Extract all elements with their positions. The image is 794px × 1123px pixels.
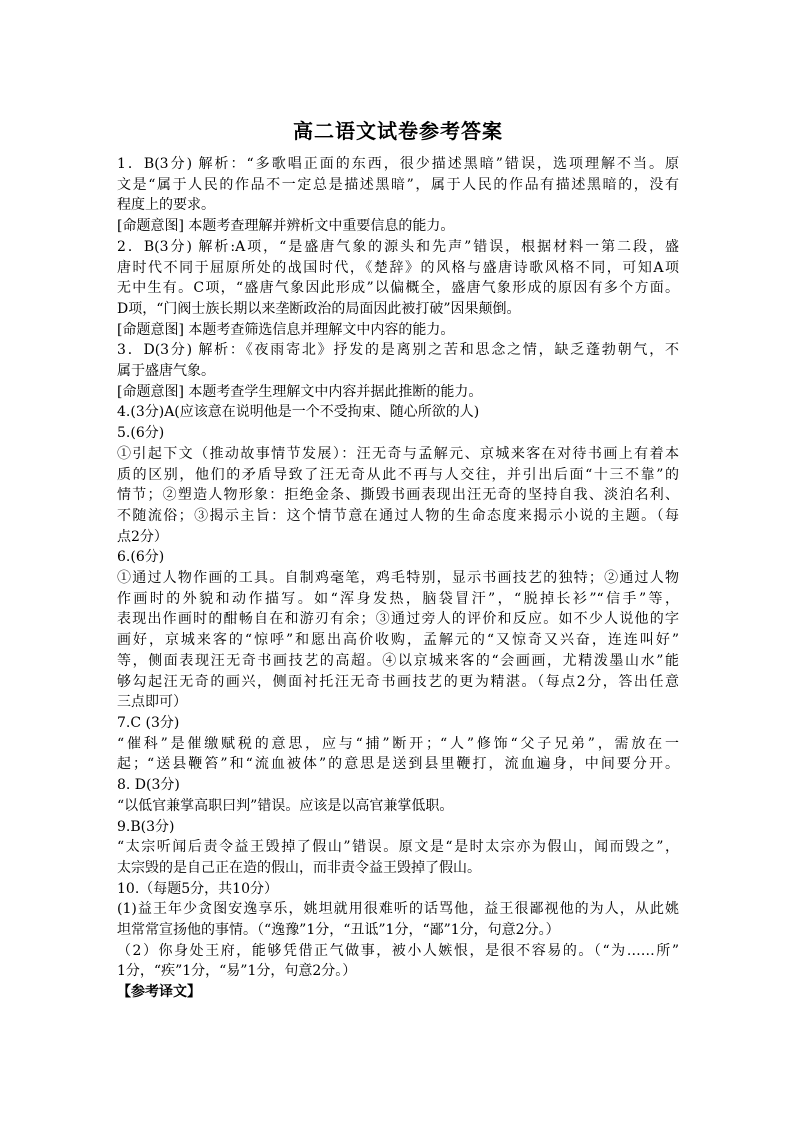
text-line: [命题意图] 本题考查学生理解文中内容并据此推断的能力。 [117, 383, 483, 400]
text-line: “太宗听闻后责令益王毁掉了假山”错误。原文是“是时太宗亦为假山，闻而毁之”， [117, 839, 679, 856]
text-line: 7.C (3分) [117, 714, 180, 731]
text-line: 作画时的外貌和动作描写。如“浑身发热，脑袋冒汗”，“脱掉长衫”“信手”等， [117, 590, 679, 607]
text-line: [命题意图] 本题考查筛选信息并理解文中内容的能力。 [117, 321, 455, 338]
text-line: D项，“门阀士族长期以来垄断政治的局面因此被打破”因果颠倒。 [117, 300, 521, 317]
text-line: 起；“送县鞭笞”和“流血被体”的意思是送到县里鞭打，流血遍身，中间要分开。 [117, 756, 679, 773]
text-line: ①引起下文（推动故事情节发展）：汪无奇与孟解元、京城来客在对待书画上有着本 [117, 445, 679, 462]
text-line: “催科”是催缴赋税的意思，应与“捕”断开；“人”修饰“父子兄弟”，需放在一 [117, 735, 679, 752]
text-line: 9.B(3分) [117, 818, 175, 835]
text-line: 不随流俗；③揭示主旨：这个情节意在通过人物的生命态度来揭示小说的主题。（每 [117, 507, 679, 524]
text-line: 点2分） [117, 528, 168, 545]
text-line: 文是“属于人民的作品不一定总是描述黑暗”，属于人民的作品有描述黑暗的，没有 [117, 176, 679, 193]
text-line: ①通过人物作画的工具。自制鸡毫笔，鸡毛特别，显示书画技艺的独特；②通过人物 [117, 570, 679, 587]
text-line: 程度上的要求。 [117, 197, 215, 214]
text-line: 5.(6分) [117, 425, 165, 442]
text-line: 6.(6分) [117, 549, 165, 566]
text-line: 等，侧面表现汪无奇书画技艺的高超。④以京城来客的“会画画，尤精泼墨山水”能 [117, 652, 679, 669]
text-line: 【参考译文】 [117, 984, 201, 1001]
text-line: 2．B(3分) 解析:A项，“是盛唐气象的源头和先声”错误，根据材料一第二段，盛 [117, 238, 679, 255]
text-line: 太宗毁的是自己正在造的假山，而非责令益王毁掉了假山。 [117, 859, 481, 876]
text-line: 4.(3分)A(应该意在说明他是一个不受拘束、随心所欲的人) [117, 404, 480, 421]
text-line: 三点即可） [117, 694, 187, 711]
text-line: 唐时代不同于屈原所处的战国时代，《楚辞》的风格与盛唐诗歌风格不同，可知A项 [117, 259, 679, 276]
text-line: 10.（每题5分，共10分） [117, 880, 278, 897]
text-line: 表现出作画时的酣畅自在和游刃有余；③通过旁人的评价和反应。如不少人说他的字 [117, 611, 679, 628]
text-line: 1分，“疾”1分，“易”1分，句意2分。） [117, 963, 357, 980]
text-line: 无中生有。C项，“盛唐气象因此形成”以偏概全，盛唐气象形成的原因有多个方面。 [117, 280, 679, 297]
text-line: 3．D(3分) 解析：《夜雨寄北》抒发的是离别之苦和思念之情，缺乏蓬勃朝气，不 [117, 342, 679, 359]
text-line: 情节；②塑造人物形象：拒绝金条、撕毁书画表现出汪无奇的坚持自我、淡泊名利、 [117, 487, 679, 504]
text-line: 坦常常宣扬他的事情。（“逸豫”1分，“丑诋”1分，“鄙”1分，句意2分。） [117, 922, 560, 939]
text-line: [命题意图] 本题考查理解并辨析文中重要信息的能力。 [117, 218, 455, 235]
text-line: 画好，京城来客的“惊呼”和愿出高价收购，孟解元的“又惊奇又兴奋，连连叫好” [117, 632, 679, 649]
text-line: 够勾起汪无奇的画兴，侧面衬托汪无奇书画技艺的更为精湛。（每点2分，答出任意 [117, 673, 679, 690]
text-line: 8. D(3分) [117, 777, 180, 794]
text-line: 属于盛唐气象。 [117, 363, 215, 380]
text-line: 1．B(3分) 解析：“多歌唱正面的东西，很少描述黑暗”错误，选项理解不当。原 [117, 156, 679, 172]
text-line: (1)益王年少贪图安逸享乐，姚坦就用很难听的话骂他，益王很鄙视他的为人，从此姚 [117, 901, 679, 918]
text-line: “以低官兼掌高职曰判”错误。应该是以高官兼掌低职。 [117, 797, 454, 814]
document-title: 高二语文试卷参考答案 [293, 119, 503, 143]
text-line: 质的区别，他们的矛盾导致了汪无奇从此不再与人交往，并引出后面“十三不靠”的 [117, 466, 679, 483]
answer-body [117, 154, 679, 1003]
text-line: （2）你身处王府，能够凭借正气做事，被小人嫉恨，是很不容易的。（“为……所” [117, 942, 679, 959]
answer-document [117, 118, 679, 1003]
